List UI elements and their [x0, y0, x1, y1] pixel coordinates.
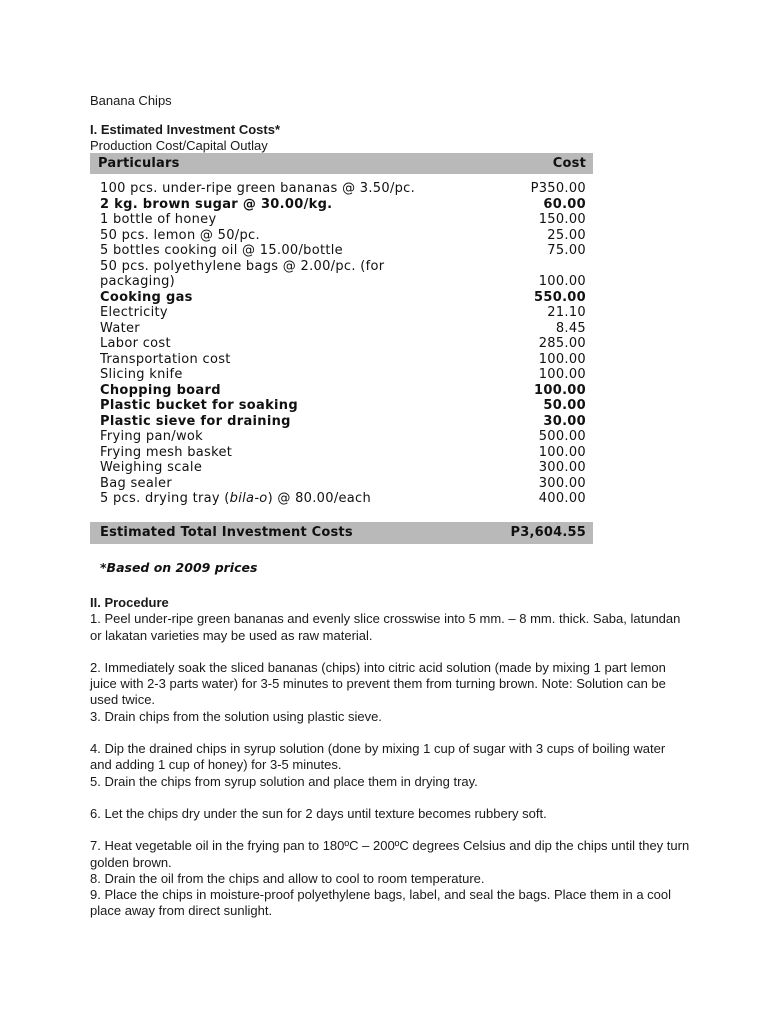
row-item: Frying pan/wok [100, 429, 203, 444]
table-row [100, 352, 586, 368]
row-item: Cooking gas [100, 289, 193, 305]
header-particulars: Particulars [98, 156, 180, 171]
procedure-step: 2. Immediately soak the sliced bananas (chips) into citric acid solution (made by mixing 1 part lemon juice with 2-3 parts water) for 3-5 minutes to prevent them from turning brown. Note: Solution can be used twice. [90, 659, 666, 708]
row-cost: 25.00 [547, 227, 586, 243]
table-row [100, 305, 586, 321]
procedure-step: 5. Drain the chips from syrup solution and place them in drying tray. [90, 773, 478, 789]
table-row [100, 290, 586, 306]
row-item: 1 bottle of honey [100, 212, 217, 227]
table-row [100, 414, 586, 430]
row-cost: 60.00 [543, 196, 586, 212]
italic-term: bila-o [229, 491, 268, 506]
cost-table-header [90, 153, 593, 174]
row-item: Slicing knife [100, 367, 183, 382]
row-item: Weighing scale [100, 460, 203, 475]
row-cost: 300.00 [538, 460, 586, 475]
table-row [100, 429, 586, 445]
table-row [100, 181, 586, 197]
procedure-step: 9. Place the chips in moisture-proof polyethylene bags, label, and seal the bags. Place them in a cool place away from direct sunlight. [90, 887, 672, 919]
table-row [100, 383, 586, 399]
row-item: Plastic bucket for soaking [100, 398, 298, 413]
table-row [100, 228, 586, 244]
table-row [100, 243, 586, 259]
row-item: Bag sealer [100, 475, 172, 491]
row-cost: 75.00 [547, 243, 586, 258]
row-item: 5 pcs. drying tray (bila-o) @ 80.00/each [100, 491, 372, 506]
total-value: P3,604.55 [510, 525, 586, 540]
row-cost: 300.00 [538, 475, 586, 491]
row-cost: 500.00 [538, 429, 586, 444]
table-row [100, 321, 586, 337]
procedure-step: 1. Peel under-ripe green bananas and evenly slice crosswise into 5 mm. – 8 mm. thick. Saba, latundan or lakatan varieties may be used as raw material. [90, 611, 681, 643]
procedure-step: 3. Drain chips from the solution using plastic sieve. [90, 708, 382, 724]
table-row [100, 367, 586, 383]
procedure-heading: II. Procedure [90, 595, 169, 610]
row-cost: 100.00 [538, 351, 586, 367]
row-item: 50 pcs. lemon @ 50/pc. [100, 227, 260, 243]
row-cost: 100.00 [534, 382, 586, 398]
row-item: Frying mesh basket [100, 444, 233, 460]
row-item: 100 pcs. under-ripe green bananas @ 3.50/pc. [100, 181, 416, 196]
total-label: Estimated Total Investment Costs [100, 525, 353, 540]
table-row [100, 476, 586, 492]
row-item: 2 kg. brown sugar @ 30.00/kg. [100, 196, 333, 212]
row-item: Chopping board [100, 382, 221, 398]
row-item: Labor cost [100, 336, 171, 351]
procedure-section [90, 595, 690, 920]
table-row [100, 212, 586, 228]
section-subheading: Production Cost/Capital Outlay [90, 138, 268, 153]
table-row [100, 398, 586, 414]
cost-table [90, 153, 593, 575]
table-row [100, 491, 586, 507]
row-cost: 21.10 [547, 305, 586, 320]
table-row [100, 460, 586, 476]
cost-table-total [90, 522, 593, 544]
row-cost: 100.00 [538, 444, 586, 460]
row-cost: 8.45 [555, 320, 586, 336]
procedure-step: 7. Heat vegetable oil in the frying pan to 180ºC – 200ºC degrees Celsius and dip the chips until they turn golden brown. [90, 838, 690, 870]
procedure-step: 4. Dip the drained chips in syrup solution (done by mixing 1 cup of sugar with 3 cups of boiling water and adding 1 cup of honey) for 3-5 minutes. [90, 741, 666, 773]
section-heading-investment: I. Estimated Investment Costs* [90, 122, 280, 137]
row-cost: 30.00 [543, 413, 586, 429]
row-cost: 400.00 [538, 491, 586, 506]
document-header [90, 93, 690, 154]
row-item: Plastic sieve for draining [100, 413, 291, 429]
row-item: 50 pcs. polyethylene bags @ 2.00/pc. (for packaging) [100, 258, 385, 289]
row-item: 5 bottles cooking oil @ 15.00/bottle [100, 243, 343, 258]
table-row [100, 336, 586, 352]
cost-table-footnote: *Based on 2009 prices [100, 559, 258, 575]
row-cost: 550.00 [534, 289, 586, 305]
row-cost: 100.00 [538, 367, 586, 382]
row-cost: 150.00 [538, 212, 586, 227]
row-cost: 50.00 [543, 398, 586, 413]
row-item: Water [100, 320, 140, 336]
procedure-step: 8. Drain the oil from the chips and allow to cool to room temperature. [90, 870, 485, 886]
row-cost: 285.00 [538, 336, 586, 351]
table-row [100, 259, 586, 290]
row-item: Electricity [100, 305, 168, 320]
procedure-step: 6. Let the chips dry under the sun for 2 days until texture becomes rubbery soft. [90, 805, 547, 821]
header-cost: Cost [552, 156, 586, 171]
cost-table-body [90, 174, 593, 512]
document-title: Banana Chips [90, 93, 172, 108]
row-item: Transportation cost [100, 351, 231, 367]
row-cost: P350.00 [530, 181, 586, 196]
row-cost: 100.00 [538, 274, 586, 289]
table-row [100, 445, 586, 461]
table-row [100, 197, 586, 213]
